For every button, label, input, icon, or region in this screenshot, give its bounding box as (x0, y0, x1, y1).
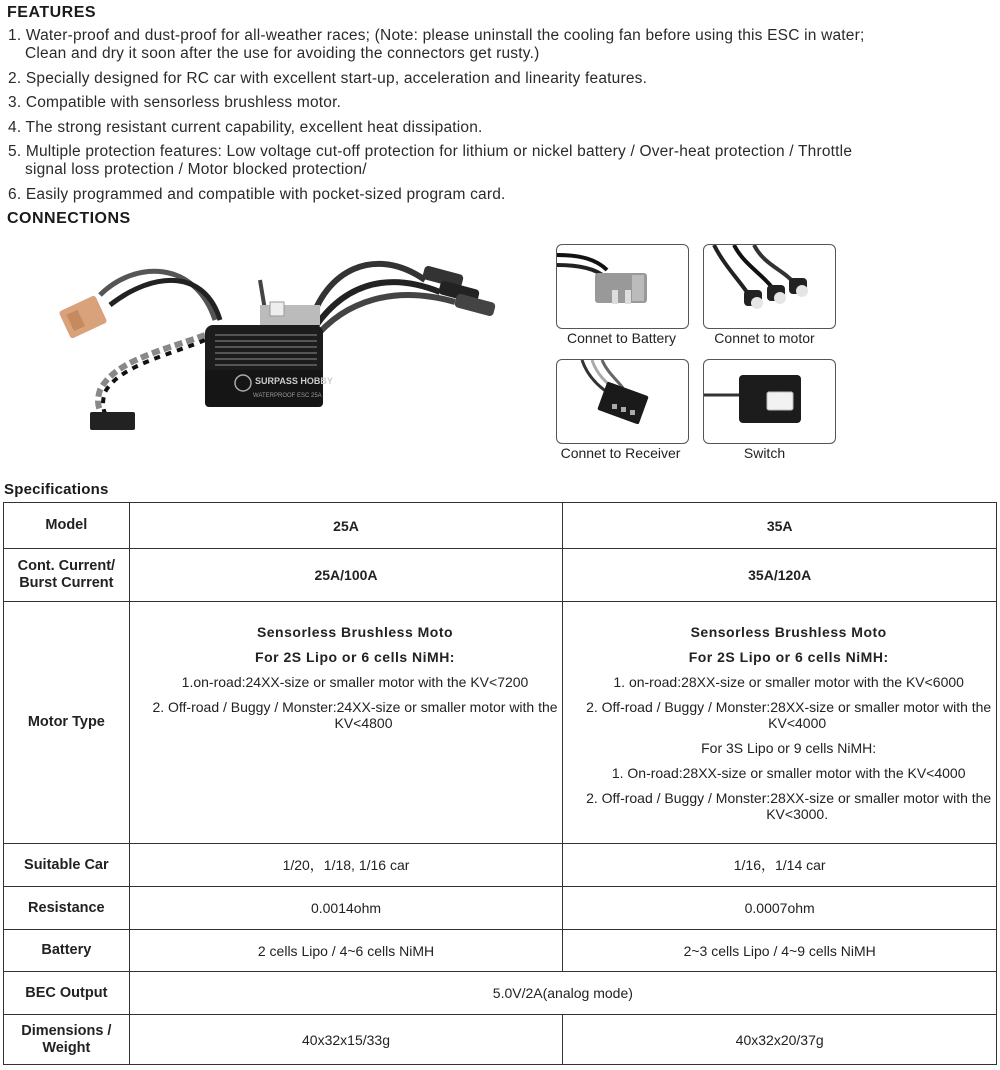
motor-title: Sensorless Brushless Moto (256, 624, 454, 640)
motor-sub: For 2S Lipo or 6 cells NiMH: (255, 649, 455, 665)
row-label: Battery (4, 930, 130, 972)
cell-35a: 35A (563, 503, 997, 549)
table-row-model (4, 503, 997, 549)
caption-motor: Connet to motor (714, 330, 815, 346)
caption-switch: Switch (743, 445, 786, 461)
cell-25a: 0.0014ohm (129, 887, 563, 930)
table-row-motor-type (4, 602, 997, 844)
feature-item-4: 4. The strong resistant current capability, excellent heat dissipation. (8, 119, 483, 136)
receiver-connector-thumb (556, 359, 689, 444)
feature-text-cont: signal loss protection / Motor blocked protection/ (25, 161, 367, 178)
specifications-table (3, 502, 997, 1065)
motor-line: 2. Off-road / Buggy / Monster:28XX-size or smaller motor with the KV<4000 (586, 699, 992, 731)
motor-line: 2. Off-road / Buggy / Monster:24XX-size or smaller motor with the KV<4800 (152, 699, 558, 731)
cell-35a: 2~3 cells Lipo / 4~9 cells NiMH (563, 930, 997, 972)
feature-text-cont: Clean and dry it soon after the use for avoiding the connectors get rusty.) (25, 45, 540, 62)
row-label: Model (4, 503, 130, 549)
row-label-line2: Burst Current (19, 575, 114, 591)
cell-35a: 1/16，1/14 car (563, 844, 997, 887)
row-label-line2: Weight (42, 1039, 91, 1056)
switch-thumb (703, 359, 836, 444)
motor-sub: For 3S Lipo or 9 cells NiMH: (701, 740, 877, 756)
row-label (4, 549, 130, 602)
features-heading: FEATURES (7, 4, 97, 21)
feature-item-5 (8, 143, 852, 179)
specifications-heading: Specifications (4, 481, 109, 498)
feature-text: 5. Multiple protection features: Low voltage cut-off protection for lithium or nickel battery / Over-heat protection / Throttle (8, 143, 853, 160)
motor-line: 2. Off-road / Buggy / Monster:28XX-size or smaller motor with the KV<3000. (586, 790, 992, 822)
row-label: BEC Output (4, 972, 130, 1015)
esc-image (55, 240, 515, 440)
feature-item-3: 3. Compatible with sensorless brushless motor. (8, 94, 342, 111)
connections-heading: CONNECTIONS (7, 210, 131, 227)
feature-item-2: 2. Specially designed for RC car with excellent start-up, acceleration and linearity features. (8, 70, 648, 87)
caption-battery: Connet to Battery (567, 330, 676, 346)
cell-25a: 2 cells Lipo / 4~6 cells NiMH (129, 930, 563, 972)
motor-line: 1. On-road:28XX-size or smaller motor with the KV<4000 (611, 765, 966, 781)
table-row-resistance (4, 887, 997, 930)
cell-25a: 25A (129, 503, 563, 549)
motor-connector-thumb (703, 244, 836, 329)
battery-connector-thumb (556, 244, 689, 329)
esc-label: WATERPROOF ESC 25A (253, 393, 322, 399)
row-label: Motor Type (4, 602, 130, 844)
motor-line: 1.on-road:24XX-size or smaller motor with the KV<7200 (181, 674, 529, 690)
table-row-current (4, 549, 997, 602)
cell-35a: 35A/120A (563, 549, 997, 602)
row-label: Resistance (4, 887, 130, 930)
cell-25a: 1/20，1/18, 1/16 car (129, 844, 563, 887)
row-label-line1: Dimensions / (21, 1022, 112, 1039)
feature-text: 1. Water-proof and dust-proof for all-weather races; (Note: please uninstall the cooling fan before using this ESC in water; (8, 27, 865, 44)
table-row-dimensions (4, 1015, 997, 1065)
feature-item-6: 6. Easily programmed and compatible with pocket-sized program card. (8, 186, 506, 203)
feature-item-1 (8, 27, 865, 63)
table-row-bec-output (4, 972, 997, 1015)
row-label-line1: Cont. Current/ (17, 558, 116, 574)
table-row-suitable-car (4, 844, 997, 887)
cell-25a: 40x32x15/33g (129, 1015, 563, 1065)
row-label: Suitable Car (4, 844, 130, 887)
row-label (4, 1015, 130, 1065)
cell-35a: 0.0007ohm (563, 887, 997, 930)
motor-sub: For 2S Lipo or 6 cells NiMH: (688, 649, 889, 665)
cell-25a: 25A/100A (129, 549, 563, 602)
cell-35a (563, 602, 997, 844)
table-row-battery (4, 930, 997, 972)
cell-25a (129, 602, 563, 844)
motor-title: Sensorless Brushless Moto (690, 624, 887, 640)
cell-bec-value: 5.0V/2A(analog mode) (129, 972, 996, 1015)
motor-line: 1. on-road:28XX-size or smaller motor with the KV<6000 (613, 674, 964, 690)
caption-receiver: Connet to Receiver (560, 445, 681, 461)
cell-35a: 40x32x20/37g (563, 1015, 997, 1065)
esc-brand: SURPASS HOBBY (255, 376, 333, 386)
